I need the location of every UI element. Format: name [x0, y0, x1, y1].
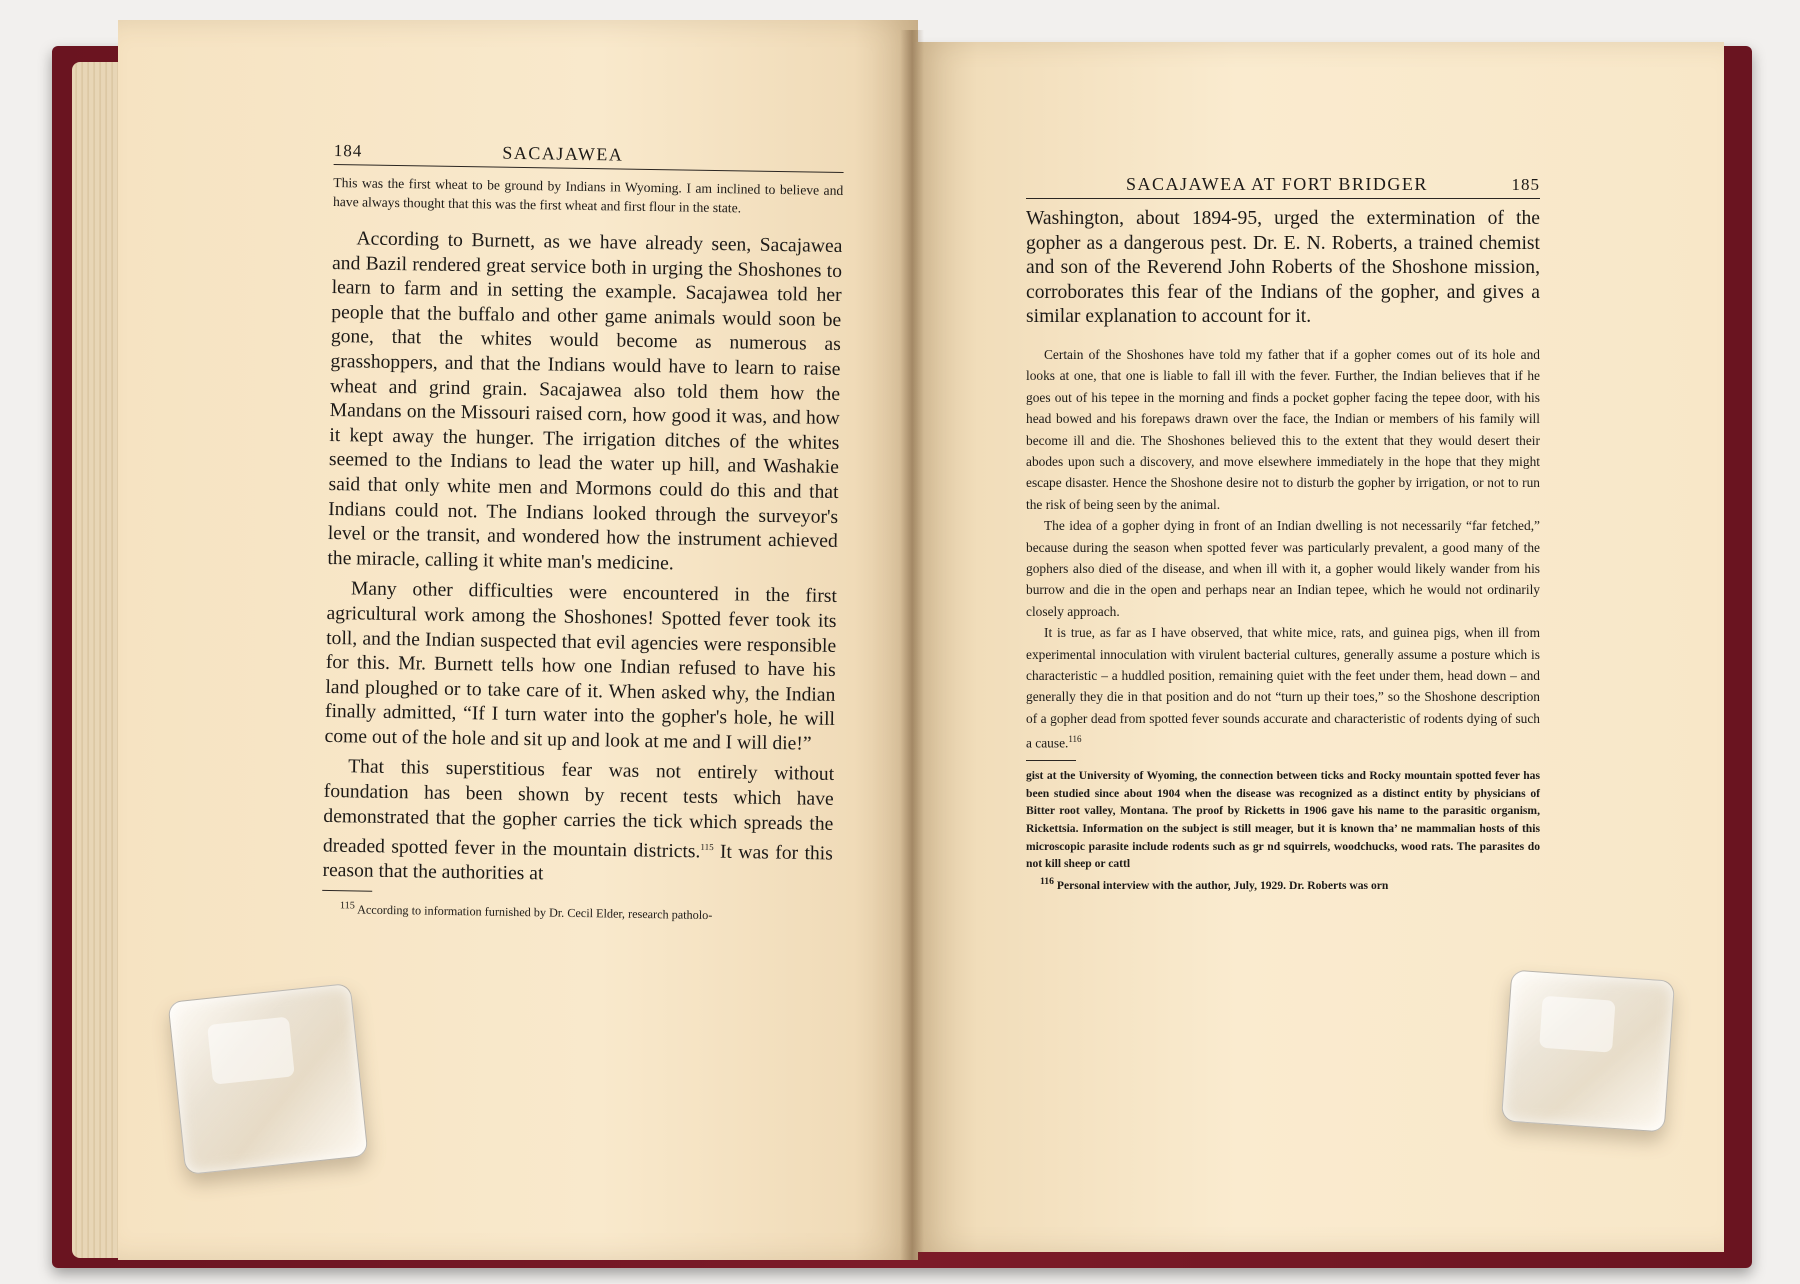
left-page-text [322, 140, 844, 926]
left-paragraph-3-tail: It was for this reason that the authorities at [322, 841, 834, 885]
book-gutter [900, 30, 924, 1260]
left-footnote-rule [322, 890, 372, 892]
right-page-number: 185 [1511, 175, 1540, 194]
left-paragraph-3-text: That this superstitious fear was not entirely without foundation has been shown by recent tests which have demonstrated that the gopher carries the tick which spreads the dreaded spotted fever in the mountain districts. [322, 756, 835, 863]
left-page-number: 184 [333, 140, 363, 161]
footnote-115-continued: gist at the University of Wyoming, the connection between ticks and Rocky mountain spotted fever has been studied since about 1904 when the disease was recognized as a distinct entity by physicians of Bitter root valley, Montana. The proof by Ricketts in 1906 gave his name to the parasitic organism, Rickettsia. Information on the subject is still meager, but it is known tha’ ne mammalian hosts of this microscopic parasite include rodents such as gr nd squirrels, woodchucks, wood rats. The parasites do not kill sheep or cattl [1026, 769, 1540, 871]
left-running-title: SACAJAWEA [502, 142, 624, 165]
quote-paragraph-2: The idea of a gopher dying in front of an Indian dwelling is not necessarily “far fetched,” because during the season when spotted fever was particularly prevalent, a good many of the gophers also died of the disease, and when ill with it, a gopher would likely wander from his burrow and die in the open and perhaps near an Indian tepee, which he would not ordinarily closely approach. [1026, 518, 1540, 619]
left-paragraph-2: Many other difficulties were encountered in the first agricultural work among the Shoshones! Spotted fever took its toll, and the Indian suspected that evil agencies were responsible for this. Mr. Burnett tells how one Indian refused to have his land ploughed or to take care of it. When asked why, the Indian finally admitted, “If I turn water into the gopher's hole, he will come out of the hole and sit up and look at me and I will die!” [324, 578, 838, 755]
left-footnote-text: According to information furnished by Dr. Cecil Elder, research patholo- [357, 902, 713, 923]
left-paragraph-1: According to Burnett, as we have already seen, Sacajawea and Bazil rendered great service both in urging the Shoshones to learn to farm and in setting the example. Sacajawea told her people that the buffalo and other game animals would soon be gone, that the whites would become as numerous as grasshoppers, and that the Indians would have to learn to raise wheat and grind grain. Sacajawea also told them how the Mandans on the Missouri raised corn, how good it was, and how it kept away the hunger. The irrigation ditches of the whites seemed to the Indians to lead the water up hill, and Washakie said that only white men and Mormons could do this and that Indians could not. The Indians looked through the surveyor's level or the transit, and wondered how the instrument achieved the miracle, calling it white man's medicine. [327, 228, 843, 575]
glass-page-weight-left [167, 983, 368, 1175]
footnote-ref-116: 116 [1068, 734, 1082, 745]
glass-page-weight-right [1501, 969, 1675, 1132]
quote-paragraph-3 [1026, 622, 1540, 754]
right-footnote-rule [1026, 760, 1076, 761]
footnote-116-text: Personal interview with the author, July, 1929. Dr. Roberts was orn [1056, 878, 1389, 892]
right-running-title: SACAJAWEA AT FORT BRIDGER [1126, 174, 1428, 194]
quote-paragraph-1: Certain of the Shoshones have told my father that if a gopher comes out of its hole and looks at one, that one is liable to fall ill with the fever. Further, the Indian believes that if he goes out of his tepee in the morning and finds a pocket gopher facing the tepee door, with his head bowed and his forepaws drawn over the face, the Indian or members of his family will become ill and die. The Shoshones believed this to the extent that they would desert their abodes upon such a discovery, and move elsewhere immediately in the hope that they might escape disaster. Hence the Shoshone desire not to disturb the gopher by irrigation, or not to run the risk of being seen by the animal. [1026, 346, 1540, 512]
footnote-number-116: 116 [1040, 875, 1054, 887]
right-intro-paragraph: Washington, about 1894-95, urged the extermination of the gopher as a dangerous pest. Dr. E. N. Roberts, a trained chemist and son of the Reverend John Roberts of the Shoshone mission, corroborates this fear of the Indians of the gopher, and gives a similar explanation to account for it. [1026, 208, 1540, 328]
quote-paragraph-3-text: It is true, as far as I have observed, that white mice, rats, and guinea pigs, when ill from experimental innoculation with virulent bacterial cultures, generally assume a posture which is characteristic – a huddled position, remaining quiet with the feet under them, head down – and generally they die in that position and do not “turn up their toes,” so the Shoshone description of a gopher dead from spotted fever sounds accurate and characteristic of rodents dying of such a cause. [1026, 625, 1540, 751]
left-top-note: This was the first wheat to be ground by Indians in Wyoming. I am inclined to believe and have always thought that this was the first wheat and first flour in the state. [332, 174, 844, 216]
footnote-number-115: 115 [339, 900, 355, 912]
footnote-116 [1026, 873, 1540, 894]
right-page-text [1026, 174, 1540, 894]
left-paragraph-3 [322, 755, 834, 891]
right-running-head [1026, 174, 1540, 199]
footnote-ref-115: 115 [700, 842, 714, 853]
